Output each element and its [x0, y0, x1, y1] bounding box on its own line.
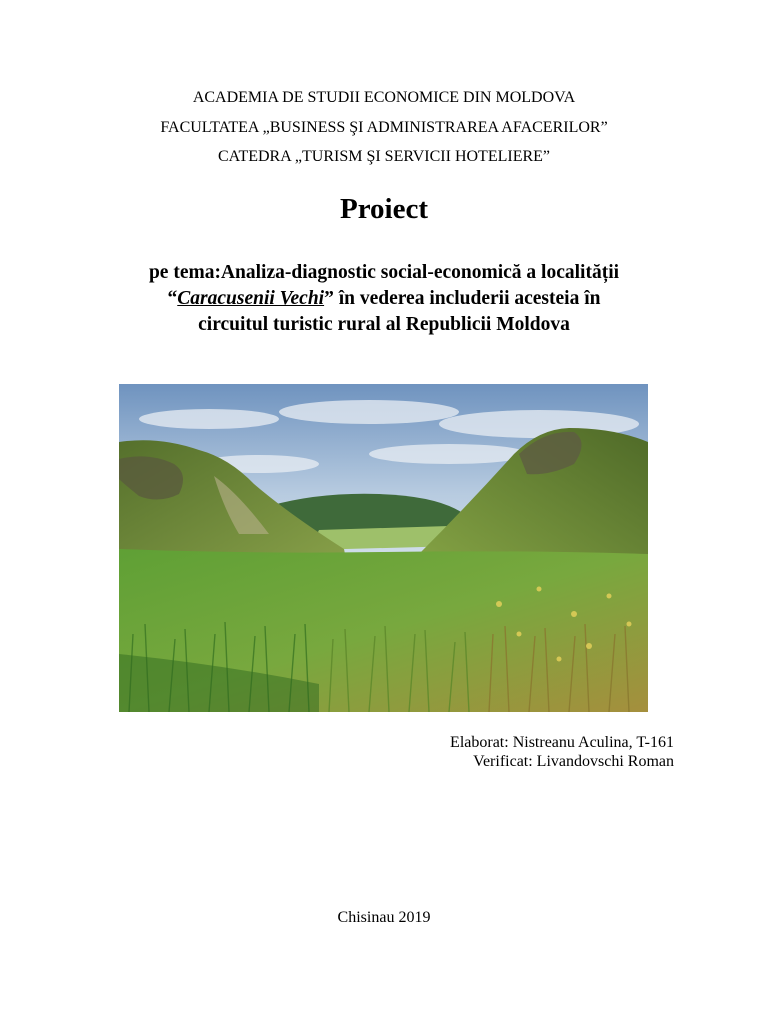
landscape-photo	[119, 384, 648, 712]
subject-line-3: circuitul turistic rural al Republicii Moldova	[198, 314, 570, 335]
subject-line-2-rest: ” în vederea includerii acesteia în	[324, 288, 601, 309]
document-title: Proiect	[339, 193, 429, 225]
subject-line-1: pe tema:Analiza-diagnostic social-economică a localității	[148, 262, 620, 283]
credits	[450, 733, 674, 771]
institution-name: ACADEMIA DE STUDII ECONOMICE DIN MOLDOVA	[192, 89, 576, 106]
department-name: CATEDRA „TURISM ŞI SERVICII HOTELIERE”	[217, 148, 551, 165]
open-quote: “	[167, 288, 178, 309]
author-line: Elaborat: Nistreanu Aculina, T-161	[450, 734, 674, 751]
place-and-year: Chisinau 2019	[337, 909, 431, 926]
project-subject	[0, 260, 768, 338]
faculty-name: FACULTATEA „BUSINESS ŞI ADMINISTRAREA AFACERILOR”	[160, 119, 608, 136]
reviewer-line: Verificat: Livandovschi Roman	[473, 753, 674, 770]
subject-line-2	[0, 286, 768, 312]
locality-name: Caracusenii Vechi	[177, 288, 325, 309]
